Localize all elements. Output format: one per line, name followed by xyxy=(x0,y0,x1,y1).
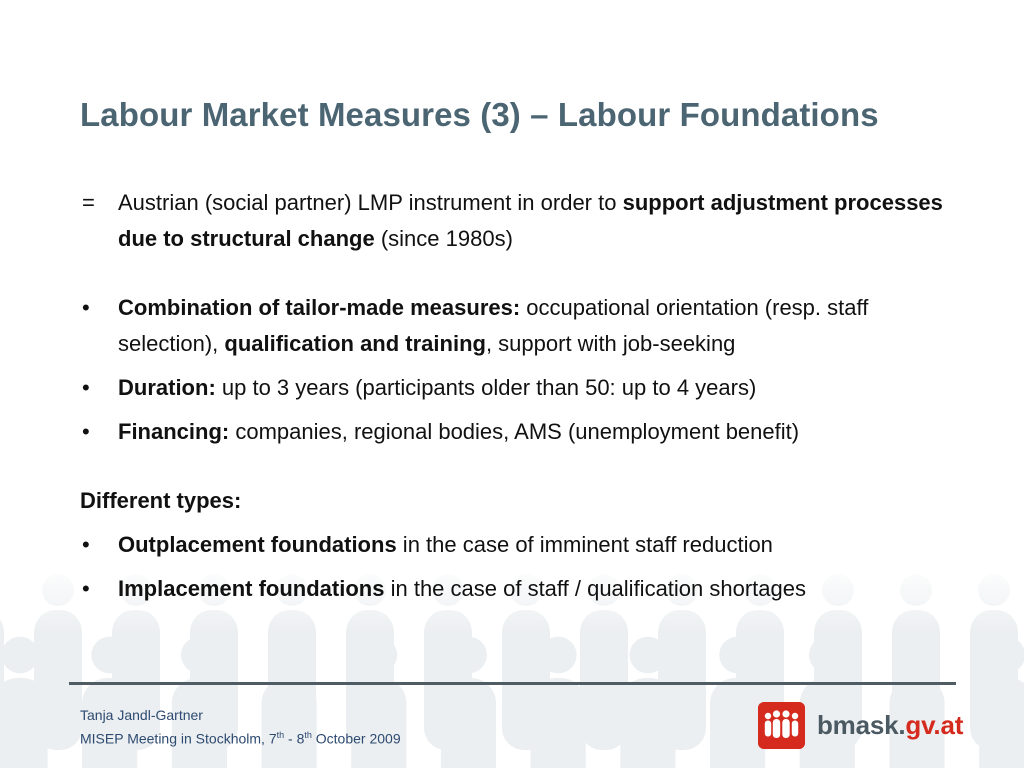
types-heading: Different types: xyxy=(80,488,242,513)
intro-text: Austrian (social partner) LMP instrument in order to xyxy=(118,190,623,215)
bullet-icon: • xyxy=(82,419,90,444)
spacer xyxy=(80,519,960,527)
footer-divider xyxy=(69,682,956,685)
bullet-bold-label: Financing: xyxy=(118,419,230,444)
spacer xyxy=(80,563,960,571)
spacer xyxy=(80,406,960,414)
logo-text: bmask.gv.at xyxy=(817,710,964,740)
intro-text-suffix: (since 1980s) xyxy=(374,226,513,251)
bullet-icon: • xyxy=(82,295,90,320)
equals-marker: = xyxy=(82,190,95,215)
bullet-item-duration xyxy=(80,370,960,406)
types-text: in the case of imminent staff reduction xyxy=(396,532,773,557)
bullet-bold-text: qualification and training xyxy=(224,331,486,356)
slide-content xyxy=(80,185,960,607)
types-bold-label: Outplacement foundations xyxy=(118,532,397,557)
people-group-icon xyxy=(758,702,805,749)
bullet-icon: • xyxy=(82,532,90,557)
spacer xyxy=(80,362,960,370)
bullet-item-combination xyxy=(80,290,960,362)
types-bold-label: Implacement foundations xyxy=(118,576,385,601)
slide-title: Labour Market Measures (3) – Labour Foundations xyxy=(80,96,879,133)
types-item-outplacement xyxy=(80,527,960,563)
bullet-icon: • xyxy=(82,576,90,601)
footer xyxy=(80,705,401,749)
bullet-text: occupational orientation (resp. staff selection), xyxy=(118,295,869,356)
bullet-item-financing xyxy=(80,414,960,450)
footer-author: Tanja Jandl-Gartner xyxy=(80,707,203,723)
bullet-text: up to 3 years (participants older than 50: up to 4 years) xyxy=(215,375,757,400)
intro-bold-text: support adjustment processes due to structural change xyxy=(118,190,943,251)
bullet-bold-label: Duration: xyxy=(118,375,216,400)
intro-item xyxy=(80,185,960,257)
types-text: in the case of staff / qualification shortages xyxy=(384,576,806,601)
types-item-implacement xyxy=(80,571,960,607)
bullet-text-suffix: , support with job-seeking xyxy=(485,331,736,356)
footer-meeting: MISEP Meeting in Stockholm, 7th - 8th October 2009 xyxy=(80,730,401,747)
bullet-bold-label: Combination of tailor-made measures: xyxy=(118,295,521,320)
bullet-icon: • xyxy=(82,375,90,400)
spacer xyxy=(80,450,960,483)
ministry-logo[interactable] xyxy=(758,702,963,749)
bullet-text: companies, regional bodies, AMS (unemployment benefit) xyxy=(229,419,800,444)
spacer xyxy=(80,257,960,290)
